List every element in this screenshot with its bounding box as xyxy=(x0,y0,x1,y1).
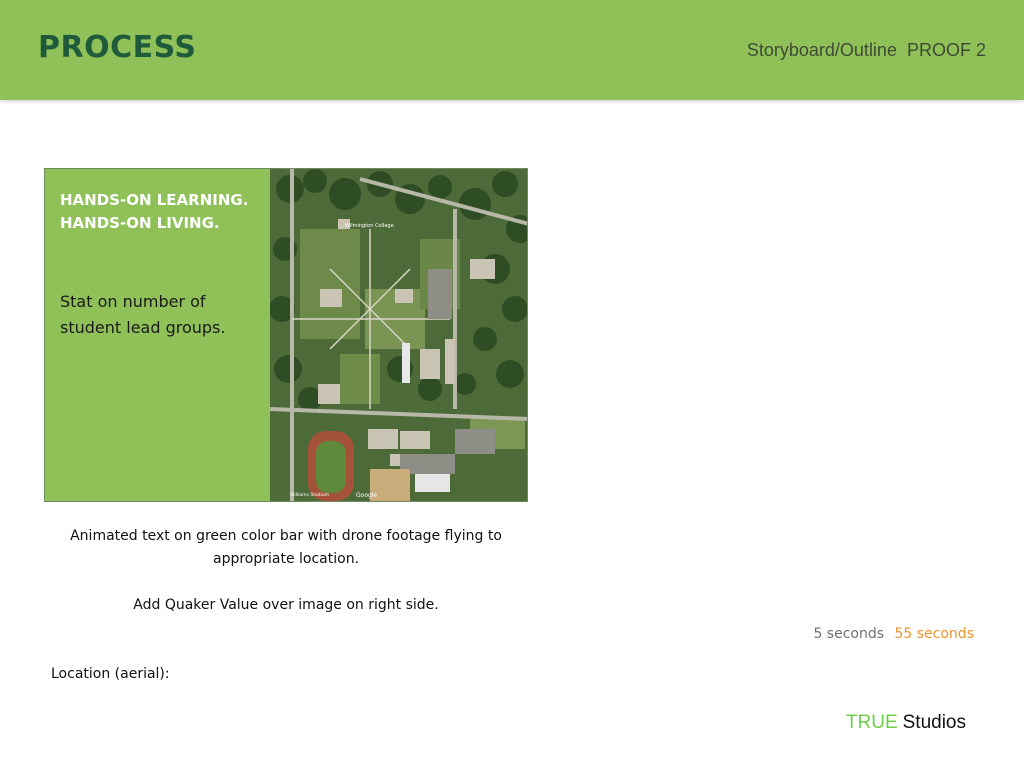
stat-line-2: student lead groups. xyxy=(60,318,226,337)
map-label-college: Wilmington College xyxy=(345,223,394,229)
map-label-stadium: Williams Stadium xyxy=(290,493,329,498)
header-subtitle xyxy=(747,40,986,61)
brand-studios: Studios xyxy=(902,712,966,733)
storyboard-frame xyxy=(44,168,528,502)
headline xyxy=(60,189,248,235)
brand-logo xyxy=(846,712,966,734)
header-bar xyxy=(0,0,1024,100)
caption-animation xyxy=(44,525,528,571)
duration-label: 5 seconds xyxy=(813,626,885,642)
page-title: PROCESS xyxy=(38,30,197,65)
location-label: Location (aerial): xyxy=(51,666,170,682)
green-color-bar xyxy=(45,169,270,501)
brand-true: TRUE xyxy=(845,712,898,733)
proof-label: PROOF 2 xyxy=(906,40,986,60)
storyboard-label: Storyboard/Outline xyxy=(746,40,897,60)
caption-line-1: Animated text on green color bar with drone footage flying to xyxy=(70,528,502,544)
timing-info xyxy=(813,626,974,642)
headline-line-2: HANDS-ON LIVING. xyxy=(60,214,220,232)
caption-line-2: appropriate location. xyxy=(212,551,360,567)
map-google-watermark: Google xyxy=(356,492,378,499)
headline-line-1: HANDS-ON LEARNING. xyxy=(60,191,249,209)
aerial-map-image xyxy=(270,169,528,501)
stat-line-1: Stat on number of xyxy=(60,292,206,311)
stat-text xyxy=(60,289,260,341)
total-duration-label: 55 seconds xyxy=(894,626,974,642)
caption-quaker: Add Quaker Value over image on right side. xyxy=(133,597,439,613)
